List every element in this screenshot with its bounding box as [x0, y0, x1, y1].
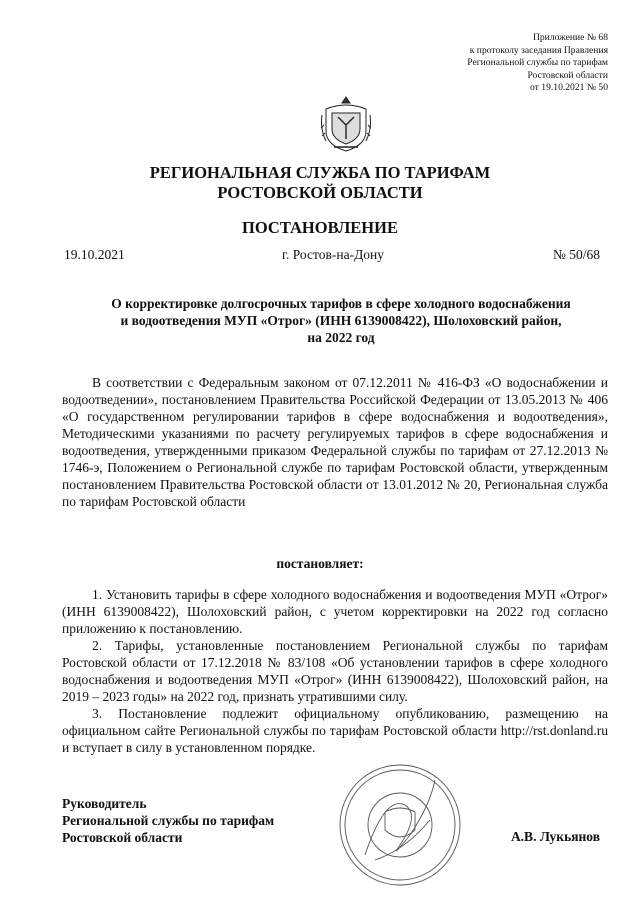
signatory-position — [62, 795, 274, 846]
org-name-line2: РОСТОВСКОЙ ОБЛАСТИ — [217, 183, 423, 202]
annex-line: Региональной службы по тарифам — [467, 57, 608, 69]
annex-note — [388, 32, 608, 95]
annex-line: Ростовской области — [527, 69, 608, 81]
decree-word: постановляет: — [276, 556, 364, 571]
document-date: 19.10.2021 — [64, 247, 125, 262]
document-title — [76, 295, 606, 346]
seal-stamp-icon — [335, 760, 465, 890]
title-line: О корректировке долгосрочных тарифов в сфере холодного водоснабжения — [111, 296, 571, 311]
signatory-name: А.В. Лукьянов — [510, 829, 600, 844]
title-line: на 2022 год — [307, 330, 375, 345]
preamble-paragraph: В соответствии с Федеральным законом от 07.12.2011 № 416-ФЗ «О водоснабжении и водоотведении», постановлением Правительства Российской Федерации от 13.05.2013 № 406 «О государственном регулировании тарифов в сфере водоснабжения и водоотведения», Методическими указаниями по расчету регулируемых тарифов в сфере водоснабжения и водоотведения, утвержденными приказом Федеральной службы по тарифам от 27.12.2013 № 1746-э, Положением о Региональной службе по тарифам Ростовской области, утвержденным постановлением Правительства Ростовской области от 13.01.2012 № 20, Региональная служба по тарифам Ростовской области — [62, 375, 608, 509]
signatory-position-line: Руководитель — [62, 796, 147, 811]
signatory-position-line: Региональной службы по тарифам — [62, 813, 275, 828]
title-line: и водоотведения МУП «Отрог» (ИНН 6139008422), Шолоховский район, — [120, 313, 562, 328]
decree-items — [62, 586, 608, 756]
decree-item: 2. Тарифы, установленные постановлением Региональной службы по тарифам Ростовской области от 17.12.2018 № 83/108 «Об установлении тарифов в сфере холодного водоснабжения и водоотведения МУП «Отрог» (ИНН 6139008422), Шолоховский район, на 2019 – 2023 годы» на 2022 год, признать утратившими силу. — [62, 638, 608, 704]
coat-of-arms-icon — [318, 95, 374, 155]
document-city: г. Ростов-на-Дону — [282, 247, 385, 262]
org-name-line1: РЕГИОНАЛЬНАЯ СЛУЖБА ПО ТАРИФАМ — [149, 163, 491, 182]
annex-line: от 19.10.2021 № 50 — [530, 82, 608, 94]
document-number: № 50/68 — [552, 247, 600, 262]
annex-line: к протоколу заседания Правления — [469, 44, 608, 56]
decree-item: 1. Установить тарифы в сфере холодного водоснабжения и водоотведения МУП «Отрог» (ИНН 6139008422), Шолоховский район, с учетом корректировки на 2022 год согласно приложению к постановлению. — [62, 587, 608, 636]
signatory-position-line: Ростовской области — [62, 830, 183, 845]
decree-item: 3. Постановление подлежит официальному опубликованию, размещению на официальном сайте Региональной службы по тарифам Ростовской области http://rst.donland.ru и вступает в силу в установленном порядке. — [62, 706, 608, 755]
annex-line: Приложение № 68 — [532, 32, 608, 43]
document-type: ПОСТАНОВЛЕНИЕ — [242, 218, 398, 237]
